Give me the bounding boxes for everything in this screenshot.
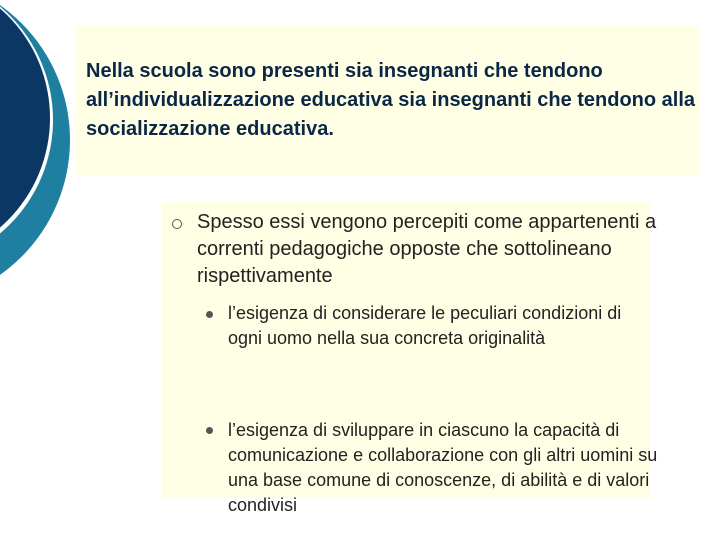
bullet-circle-icon bbox=[172, 219, 182, 229]
decorative-circles bbox=[0, 0, 80, 290]
slide-title: Nella scuola sono presenti sia insegnanti che tendono all’individualizzazione educativa sia insegnanti che tendono alla socializzazione educativa. bbox=[86, 60, 696, 140]
sub-bullet-1-text: l’esigenza di considerare le peculiari condizioni di ogni uomo nella sua concreta originalità bbox=[228, 303, 622, 348]
sub-bullet-2-text: l’esigenza di sviluppare in ciascuno la capacità di comunicazione e collaborazione con gli altri uomini su una base comune di conoscenze, di abilità e di valori condivisi bbox=[228, 420, 658, 515]
bullet-dot-icon bbox=[206, 311, 213, 318]
bullet-dot-icon bbox=[206, 427, 213, 434]
main-bullet-text: Spesso essi vengono percepiti come appartenenti a correnti pedagogiche opposte che sottolineano rispettivamente bbox=[197, 211, 657, 287]
